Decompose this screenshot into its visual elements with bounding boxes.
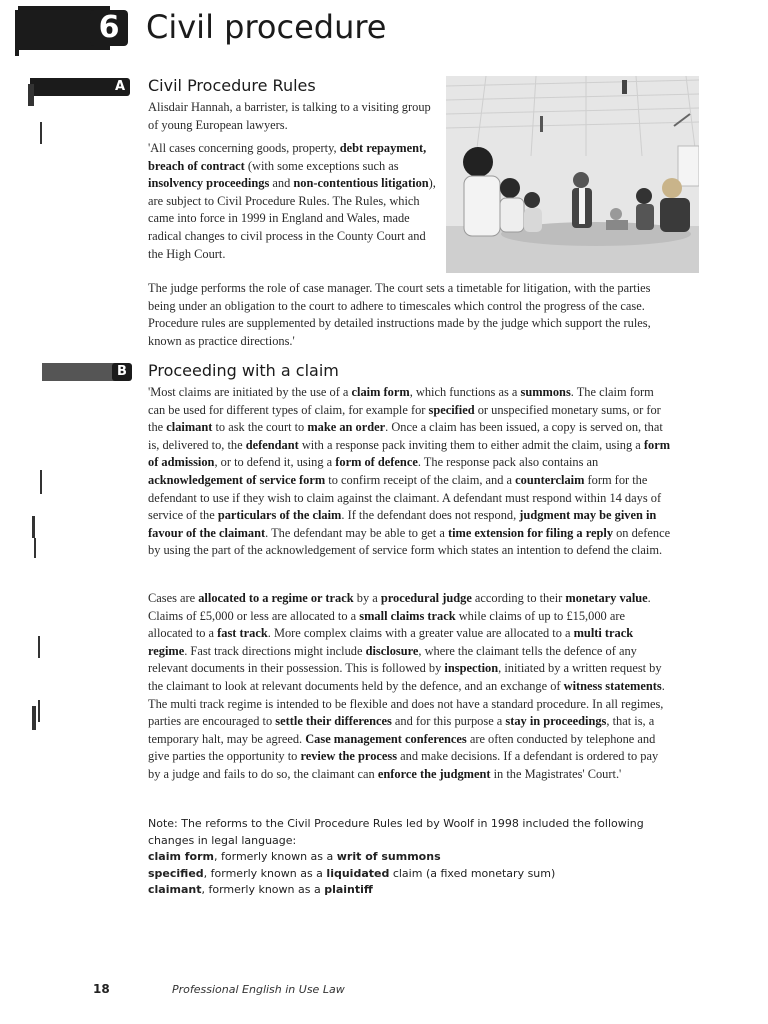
section-a-paragraph-1: 'All cases concerning goods, property, debt repayment, breach of contract (with some exceptions such as insolvency proceedings and non-contentious litigation), are subject to Civil Procedure Rules. The Rules, which came into force in 1999 in England and Wales, made radical changes to civil process in the County Court and the High Court.: [148, 141, 436, 261]
note-line: changes in legal language:: [148, 833, 297, 847]
section-b-paragraph-1: 'Most claims are initiated by the use of a claim form, which functions as a summons. The claim form can be used for different types of claim, for example for specified or unspecified monetary sums, or for the claimant to ask the court to make an order. Once a claim has been issued, a copy is served on, that is, delivered to, the defendant with a response pack inviting them to either admit the claim, using a form of admission, or to defend it, using a form of defence. The response pack also contains an acknowledgement of service form to confirm receipt of the claim, and a counterclaim form for the defendant to use if they wish to claim against the claimant. A defendant must respond within 14 days of service of the particulars of the claim. If the defendant does not respond, judgment may be given in favour of the claimant. The defendant may be able to get a time extension for filing a reply on defence by using the part of the acknowledgement of service form which states an intention to defend the claim.: [148, 385, 671, 558]
margin-mark: [28, 84, 34, 106]
section-a-letter: A: [110, 78, 130, 96]
note-box: [148, 816, 688, 899]
footer-book-title: Professional English in Use Law: [172, 983, 345, 996]
section-a-bar: [30, 78, 114, 96]
section-b-tag: [42, 363, 132, 381]
section-b-letter: B: [112, 363, 132, 381]
unit-title: Civil procedure: [146, 8, 387, 46]
section-a-paragraph-2: The judge performs the role of case manager. The court sets a timetable for litigation, with the parties being under an obligation to the court to adhere to timescales which control the progress of the case. Procedure rules are supplemented by detailed instructions made by the judge which support the rules, known as practice directions.': [148, 281, 651, 348]
margin-mark: [34, 538, 36, 558]
margin-mark: [32, 706, 36, 730]
meeting-photo-illustration: [446, 76, 699, 273]
unit-number-badge: 6: [90, 10, 128, 46]
margin-mark: [32, 516, 35, 538]
page-number: 18: [93, 982, 110, 996]
section-a-intro: Alisdair Hannah, a barrister, is talking to a visiting group of young European lawyers.: [148, 100, 431, 132]
margin-mark: [38, 700, 40, 722]
section-b-paragraph-2: Cases are allocated to a regime or track by a procedural judge according to their monetary value. Claims of £5,000 or less are allocated to a small claims track while claims of up to £15,000 are allocated to a fast track. More complex claims with a greater value are allocated to a multi track regime. Fast track directions might include disclosure, where the claimant tells the defence of any relevant documents in their possession. This is followed by inspection, initiated by a written request by the claimant to look at relevant documents held by the defence, and an exchange of witness statements. The multi track regime is intended to be flexible and does not have a standard procedure. In all regimes, parties are encouraged to settle their differences and for this purpose a stay in proceedings, that is, a temporary halt, may be agreed. Case management conferences are often conducted by telephone and give parties the opportunity to review the process and make decisions. If a defendant is ordered to pay by a judge and fails to do so, the claimant can enforce the judgment in the Magistrates' Court.': [148, 591, 665, 782]
margin-mark: [40, 122, 42, 144]
section-a-tag: [30, 78, 130, 96]
note-line: Note: The reforms to the Civil Procedure Rules led by Woolf in 1998 included the following: [148, 817, 644, 830]
note-line: specified, formerly known as a liquidated claim (a fixed monetary sum): [148, 866, 556, 880]
margin-mark: [40, 470, 42, 494]
margin-mark: [38, 636, 40, 658]
section-b-bar: [42, 363, 116, 381]
section-b-heading: Proceeding with a claim: [148, 361, 339, 380]
note-line: claimant, formerly known as a plaintiff: [148, 883, 373, 896]
meeting-photo: [446, 76, 699, 273]
section-a-heading: Civil Procedure Rules: [148, 76, 316, 95]
note-line: claim form, formerly known as a writ of summons: [148, 850, 441, 863]
